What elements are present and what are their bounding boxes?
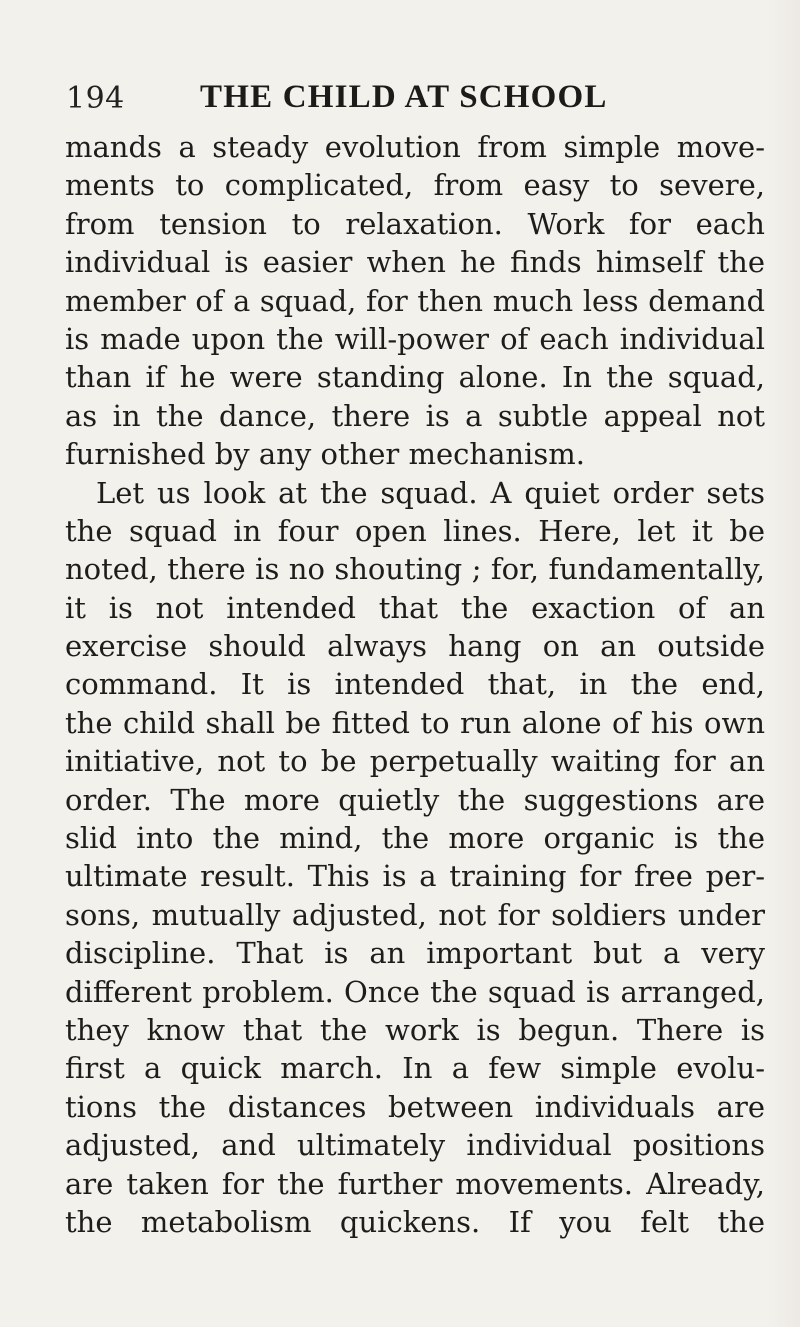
text-line: sons, mutually adjusted, not for soldiers under: [65, 897, 765, 932]
text-line: furnished by any other mechanism.: [65, 437, 585, 472]
text-line: member of a squad, for then much less demand: [65, 283, 765, 318]
page-header: [66, 72, 746, 122]
text-line: they know that the work is begun. There is: [65, 1012, 765, 1047]
text-line: ments to complicated, from easy to severe,: [65, 168, 765, 203]
text-line: initiative, not to be perpetually waiting for an: [65, 744, 765, 779]
text-line: the squad in four open lines. Here, let it be: [65, 513, 765, 548]
text-line: as in the dance, there is a subtle appeal not: [65, 398, 765, 433]
text-line: Let us look at the squad. A quiet order sets: [96, 475, 765, 510]
body-text: [65, 128, 765, 1241]
text-line: command. It is intended that, in the end,: [65, 667, 765, 702]
page-number: 194: [66, 81, 125, 116]
text-line: exercise should always hang on an outside: [65, 629, 765, 664]
text-line: adjusted, and ultimately individual positions: [65, 1128, 765, 1163]
text-line: individual is easier when he finds himself the: [65, 245, 765, 280]
text-line: from tension to relaxation. Work for each: [65, 206, 765, 241]
text-line: the metabolism quickens. If you felt the: [65, 1204, 765, 1239]
text-line: mands a steady evolution from simple move-: [65, 130, 765, 164]
text-line: ultimate result. This is a training for free per-: [65, 859, 765, 894]
text-line: different problem. Once the squad is arranged,: [65, 974, 765, 1009]
text-line: noted, there is no shouting ; for, fundamentally,: [65, 552, 765, 587]
text-line: the child shall be fitted to run alone of his own: [65, 705, 765, 740]
text-line: is made upon the will-power of each individual: [65, 321, 765, 356]
text-line: discipline. That is an important but a very: [65, 936, 765, 971]
text-line: first a quick march. In a few simple evolu-: [65, 1051, 765, 1086]
text-line: slid into the mind, the more organic is the: [65, 821, 765, 856]
text-line: it is not intended that the exaction of an: [65, 590, 765, 625]
text-line: than if he were standing alone. In the squad,: [65, 360, 765, 395]
running-head: THE CHILD AT SCHOOL: [200, 79, 608, 115]
text-line: tions the distances between individuals are: [65, 1089, 765, 1124]
text-line: order. The more quietly the suggestions are: [65, 782, 765, 817]
text-line: are taken for the further movements. Already,: [65, 1166, 765, 1201]
